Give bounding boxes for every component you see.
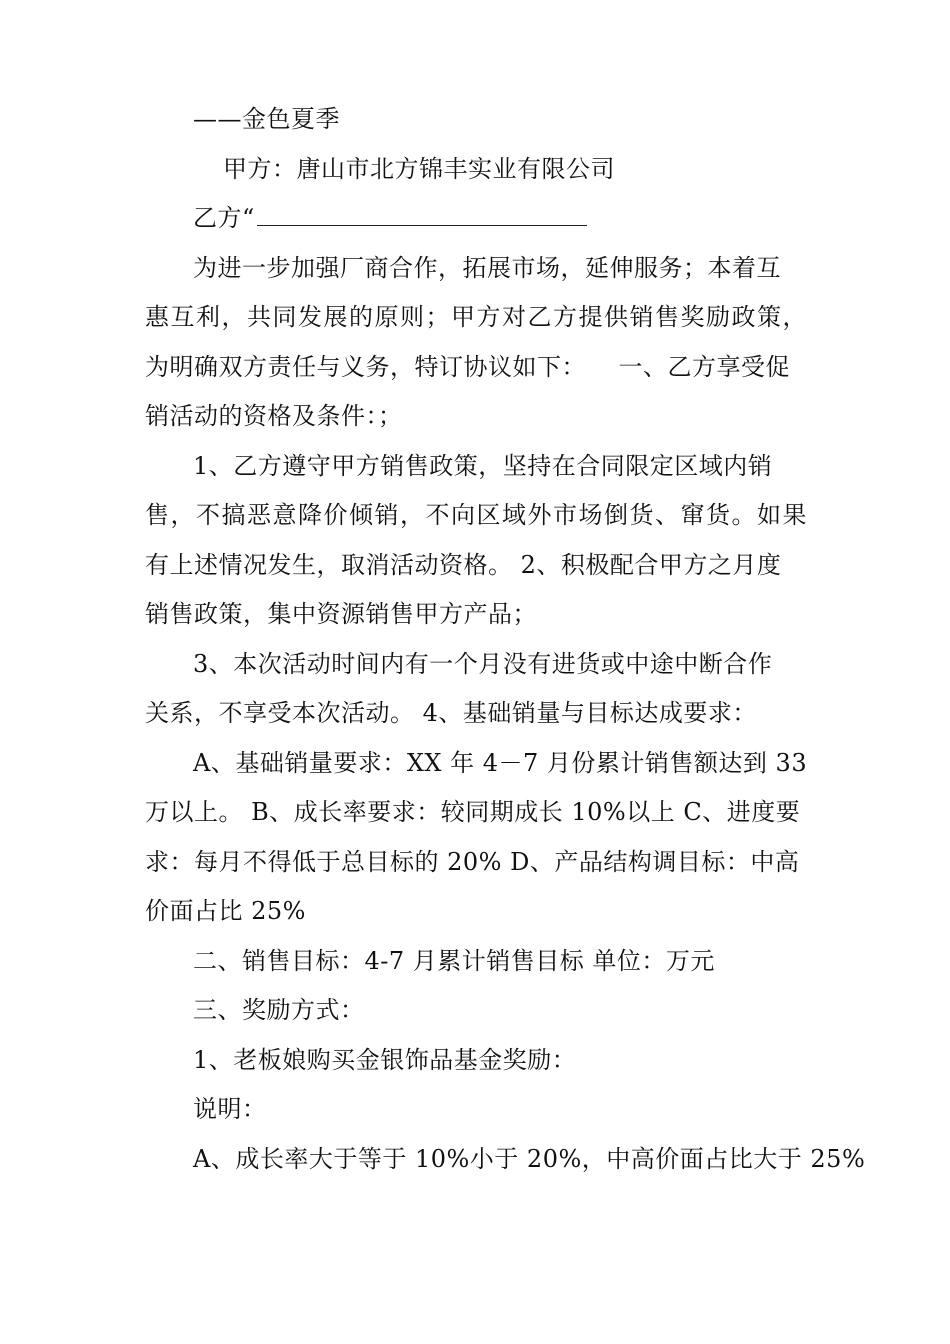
section-heading: 二、销售目标：4-7 月累计销售目标 单位：万元 <box>193 946 715 975</box>
paragraph-line: 3、本次活动时间内有一个月没有进货或中途中断合作 <box>193 649 773 678</box>
party-b-label: 乙方“ <box>193 204 255 232</box>
document-body <box>145 95 866 1184</box>
subtitle: ——金色夏季 <box>193 105 340 133</box>
paragraph-line: A、成长率大于等于 10%小于 20%，中高价面占比大于 25% <box>193 1144 866 1173</box>
paragraph-line: 求：每月不得低于总目标的 20% D、产品结构调目标：中高 <box>145 847 800 876</box>
paragraph-line: 有上述情况发生，取消活动资格。 2、积极配合甲方之月度 <box>145 550 782 579</box>
paragraph-line: 为进一步加强厂商合作，拓展市场，延伸服务；本着互 <box>193 253 781 282</box>
paragraph-line: A、基础销量要求：XX 年 4－7 月份累计销售额达到 33 <box>193 748 808 777</box>
paragraph-line: 销活动的资格及条件：； <box>145 402 403 430</box>
party-a-line: 甲方：唐山市北方锦丰实业有限公司 <box>223 154 615 183</box>
party-b-line <box>145 194 807 244</box>
paragraph-line: 说明： <box>193 1095 267 1123</box>
party-b-blank <box>257 203 587 226</box>
paragraph-line: 售，不搞恶意降价倾销，不向区域外市场倒货、窜货。如果 <box>145 501 807 529</box>
paragraph-line: 1、乙方遵守甲方销售政策，坚持在合同限定区域内销 <box>193 451 773 480</box>
paragraph-line: 为明确双方责任与义务，特订协议如下： 一、乙方享受促 <box>145 352 791 381</box>
paragraph-line: 销售政策，集中资源销售甲方产品； <box>145 600 537 628</box>
paragraph-line: 万以上。 B、成长率要求：较同期成长 10%以上 C、进度要 <box>145 798 801 826</box>
paragraph-line: 价面占比 25% <box>145 897 306 925</box>
section-heading: 三、奖励方式： <box>193 996 365 1024</box>
paragraph-line: 1、老板娘购买金银饰品基金奖励： <box>193 1045 577 1074</box>
paragraph-line: 惠互利，共同发展的原则；甲方对乙方提供销售奖励政策， <box>145 303 807 331</box>
paragraph-line: 关系，不享受本次活动。 4、基础销量与目标达成要求： <box>145 699 757 727</box>
